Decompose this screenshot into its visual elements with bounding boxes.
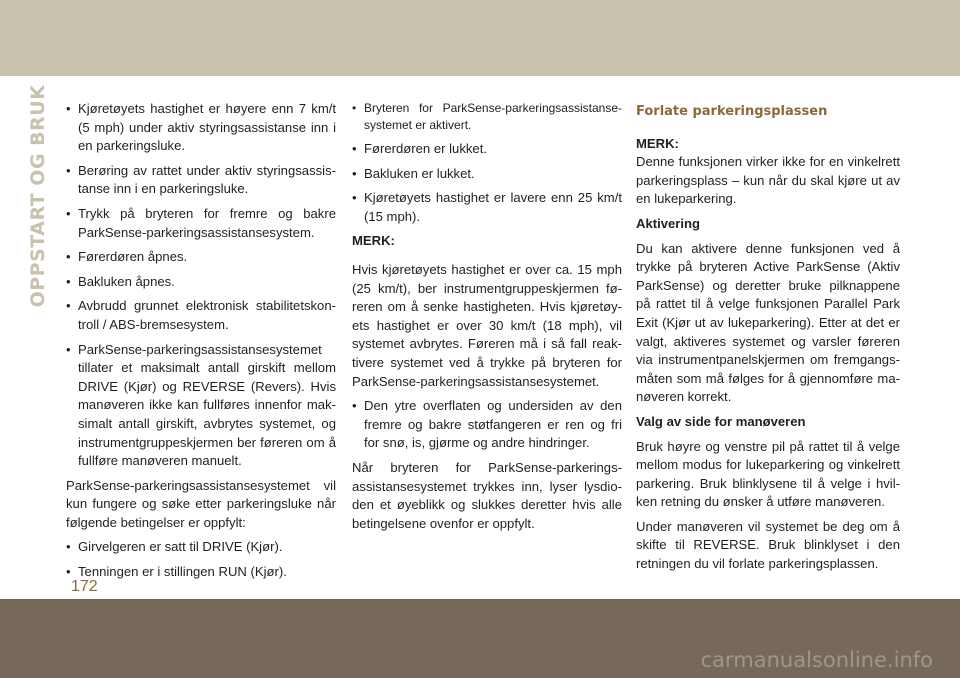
side-selection-text: Bruk høyre og venstre pil på rattet til å velge mellom modus for lukeparkering og vinkelrett parkering. Bruk blinklysene til å velge i hvilken retning du ønsker å utføre manøveren. <box>636 438 900 510</box>
condition-list-2 <box>66 538 336 581</box>
list-item: • ParkSense-parkeringsassistansesystemet tillater et maksimalt antall girskift mellom DRIVE (Kjør) og REVERSE (Revers). Hvis manøveren ikke kan fullføres innenfor maksimalt antall girskift, avbrytes systemet, og instrumentgruppeskjermen ber føreren om å fullføre manøveren manuelt. <box>66 341 336 471</box>
list-item: • Bakluken åpnes. <box>66 273 336 292</box>
list-item: • Kjøretøyets hastighet er lavere enn 25 km/t (15 mph). <box>352 189 622 226</box>
list-item: • Førerdøren åpnes. <box>66 248 336 267</box>
list-item: • Trykk på bryteren for fremre og bakre ParkSense-parkeringsassistansesystem. <box>66 205 336 242</box>
column-1 <box>66 100 336 588</box>
section-side-tab-label: OPPSTART OG BRUK <box>27 84 49 308</box>
maneuver-text: Under manøveren vil systemet be deg om å skifte til REVERSE. Bruk blinklyset i den retningen du vil forlate parkeringsplassen. <box>636 518 900 572</box>
body-paragraph: Når bryteren for ParkSense-parkeringsassistansesystemet trykkes inn, lyser lysdioden et øyeblikk og slukkes deretter hvis alle betingelsene ovenfor er oppfylt. <box>352 459 622 531</box>
list-item: • Bryteren for ParkSense-parkeringsassistansesystemet er aktivert. <box>352 100 622 134</box>
page-number: 172 <box>71 578 98 595</box>
top-band <box>0 0 960 76</box>
note-text: Hvis kjøretøyets hastighet er over ca. 15 mph (25 km/t), ber instrumentgruppeskjermen føreren om å senke hastigheten. Hvis kjøretøyets hastighet er over 30 km/t (18 mph), vil systemet avbrytes. Føreren må i så fall reaktivere systemet ved å trykke på bryteren for ParkSense-parkeringsassistansesystemet. <box>352 261 622 389</box>
list-item: • Avbrudd grunnet elektronisk stabilitetskontroll / ABS-bremsesystem. <box>66 297 336 334</box>
list-item: • Førerdøren er lukket. <box>352 140 622 159</box>
list-item: • Bakluken er lukket. <box>352 165 622 184</box>
column-2 <box>352 100 622 539</box>
list-item: • Kjøretøyets hastighet er høyere enn 7 km/t (5 mph) under aktiv styringsassistanse inn i en parkeringsluke. <box>66 100 336 156</box>
list-item: • Berøring av rattet under aktiv styringsassistanse inn i en parkeringsluke. <box>66 162 336 199</box>
activation-text: Du kan aktivere denne funksjonen ved å trykke på bryteren Active ParkSense (Aktiv ParkSense) og deretter bruke pilknappene på rattet til å velge funksjonen Parallel Park Exit (Kjør ut av lukeparkering). Etter at det er valgt, aktiveres systemet og varsler føreren via instrumentpanelskjermen om fremgangsmåten som må følges for å gjennomføre manøveren korrekt. <box>636 240 900 405</box>
condition-list-3 <box>352 100 622 226</box>
condition-list-4 <box>352 397 622 453</box>
watermark: carmanualsonline.info <box>700 648 933 672</box>
body-paragraph: ParkSense-parkeringsassistansesystemet vil kun fungere og søke etter parkeringsluke når følgende betingelser er oppfylt: <box>66 477 336 530</box>
column-3 <box>636 100 900 580</box>
condition-list-1 <box>66 100 336 471</box>
subheading-activation: Aktivering <box>636 215 701 231</box>
note-text: Denne funksjonen virker ikke for en vinkelrett parkeringsplass – kun når du skal kjøre ut av en lukeparkering. <box>636 154 900 207</box>
note-label: MERK: <box>352 233 395 249</box>
section-side-tab <box>24 84 52 308</box>
list-item: • Tenningen er i stillingen RUN (Kjør). <box>66 563 336 582</box>
list-item: • Girvelgeren er satt til DRIVE (Kjør). <box>66 538 336 557</box>
list-item: • Den ytre overflaten og undersiden av den fremre og bakre støtfangeren er ren og fri for snø, is, gjørme og andre hindringer. <box>352 397 622 453</box>
section-heading: Forlate parkeringsplassen <box>636 104 828 119</box>
subheading-side-selection: Valg av side for manøveren <box>636 413 806 429</box>
note-label: MERK: <box>636 135 679 151</box>
